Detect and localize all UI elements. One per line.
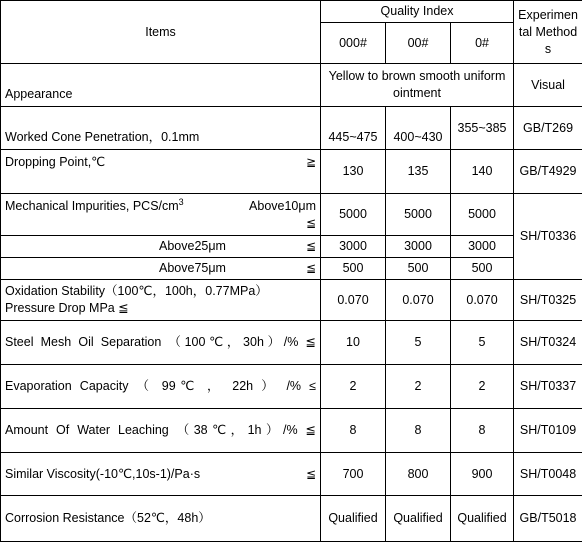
water-value-000: 8 (321, 409, 386, 453)
visc-value-0: 900 (451, 453, 514, 496)
visc-label: Similar Viscosity(-10℃,10s-1)/Pa·s (5, 466, 201, 481)
row-cone-penetration (1, 107, 582, 150)
evap-value-0: 2 (451, 365, 514, 409)
cone-method: GB/T269 (514, 107, 582, 150)
mech-symbol-75: ≦ (305, 261, 316, 275)
cone-label: Worked Cone Penetration，0.1mm (1, 107, 321, 150)
visc-method: SH/T0048 (514, 453, 582, 496)
row-oxidation-stability (1, 280, 582, 321)
oxidation-label: Oxidation Stability（100℃，100h，0.77MPa）Pressure Drop MPa ≦ (1, 280, 321, 321)
mech-sub-75: Above75μm (159, 261, 226, 275)
header-items: Items (1, 1, 321, 64)
oxidation-method: SH/T0325 (514, 280, 582, 321)
oxidation-value-00: 0.070 (386, 280, 451, 321)
mech25-value-000: 3000 (321, 236, 386, 258)
water-value-00: 8 (386, 409, 451, 453)
evap-value-000: 2 (321, 365, 386, 409)
steel-label: Steel Mesh Oil Separation （100℃，30h）/% ≦ (1, 321, 321, 365)
mech-method: SH/T0336 (514, 194, 582, 280)
row-dropping-point (1, 150, 582, 194)
cone-value-00: 400~430 (386, 107, 451, 150)
row-appearance (1, 64, 582, 107)
mech10-value-0: 5000 (451, 194, 514, 236)
oxidation-value-0: 0.070 (451, 280, 514, 321)
corr-label: Corrosion Resistance（52℃，48h） (1, 496, 321, 542)
row-mech-impurities-75 (1, 258, 582, 280)
mech-symbol-10: ≦ (305, 216, 316, 230)
row-water-leaching (1, 409, 582, 453)
header-experimental-methods: Experimental Methods (514, 1, 582, 64)
visc-value-000: 700 (321, 453, 386, 496)
evap-label: Evaporation Capacity （ 99℃ ， 22h ） /% ≤ (1, 365, 321, 409)
mech-symbol-25: ≦ (305, 239, 316, 253)
mech-sub-10: Above10μm (249, 199, 316, 213)
oxidation-value-000: 0.070 (321, 280, 386, 321)
dropping-value-0: 140 (451, 150, 514, 194)
water-value-0: 8 (451, 409, 514, 453)
header-quality-index: Quality Index (321, 1, 514, 23)
mech75-value-0: 500 (451, 258, 514, 280)
corr-value-0: Qualified (451, 496, 514, 542)
corr-value-00: Qualified (386, 496, 451, 542)
corr-method: GB/T5018 (514, 496, 582, 542)
appearance-value: Yellow to brown smooth uniform ointment (321, 64, 514, 107)
steel-value-0: 5 (451, 321, 514, 365)
header-grade-0: 0# (451, 23, 514, 64)
mech-sub-25: Above25μm (159, 239, 226, 253)
row-similar-viscosity (1, 453, 582, 496)
dropping-method: GB/T4929 (514, 150, 582, 194)
dropping-value-00: 135 (386, 150, 451, 194)
row-mech-impurities-25 (1, 236, 582, 258)
mech10-value-00: 5000 (386, 194, 451, 236)
visc-value-00: 800 (386, 453, 451, 496)
corr-value-000: Qualified (321, 496, 386, 542)
row-mech-impurities-10 (1, 194, 582, 236)
steel-method: SH/T0324 (514, 321, 582, 365)
mech75-value-00: 500 (386, 258, 451, 280)
appearance-label: Appearance (1, 64, 321, 107)
water-method: SH/T0109 (514, 409, 582, 453)
water-label: Amount Of Water Leaching （38℃，1h）/% ≦ (1, 409, 321, 453)
evap-value-00: 2 (386, 365, 451, 409)
row-steel-mesh (1, 321, 582, 365)
cone-value-000: 445~475 (321, 107, 386, 150)
evap-method: SH/T0337 (514, 365, 582, 409)
cone-value-0: 355~385 (451, 107, 514, 150)
row-corrosion-resistance (1, 496, 582, 542)
dropping-label: Dropping Point,℃ (5, 155, 106, 169)
visc-symbol: ≦ (305, 466, 316, 481)
steel-value-000: 10 (321, 321, 386, 365)
mech25-value-00: 3000 (386, 236, 451, 258)
mech-label: Mechanical Impurities, PCS/$cm^3$ (5, 196, 184, 213)
header-grade-00: 00# (386, 23, 451, 64)
steel-value-00: 5 (386, 321, 451, 365)
dropping-value-000: 130 (321, 150, 386, 194)
mech25-value-0: 3000 (451, 236, 514, 258)
header-grade-000: 000# (321, 23, 386, 64)
dropping-symbol: ≧ (305, 155, 316, 169)
appearance-method: Visual (514, 64, 582, 107)
mech75-value-000: 500 (321, 258, 386, 280)
mech10-value-000: 5000 (321, 194, 386, 236)
row-evaporation (1, 365, 582, 409)
